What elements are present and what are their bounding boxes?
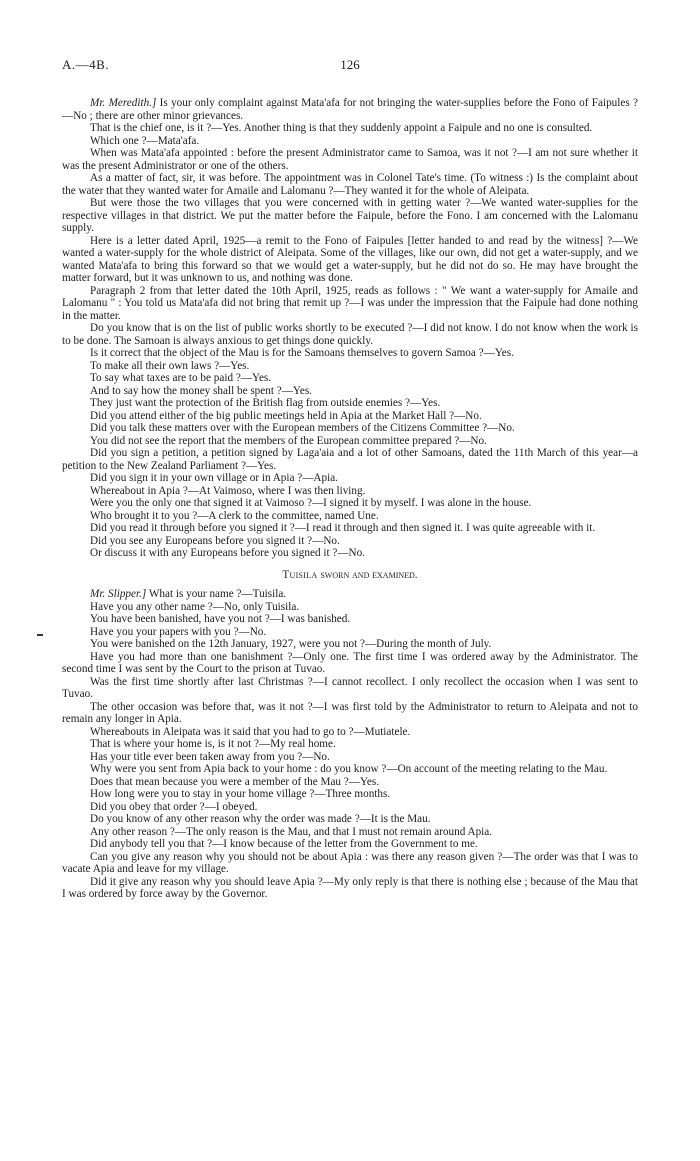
paragraph: Did you read it through before you signed it ?—I read it through and then signed it. I was quite agreeable with it. xyxy=(90,522,596,534)
paragraph: Or discuss it with any Europeans before you signed it ?—No. xyxy=(90,547,365,559)
section-heading xyxy=(62,569,638,582)
paragraph: That is where your home is, is it not ?—My real home. xyxy=(90,738,336,750)
paragraph: To say what taxes are to be paid ?—Yes. xyxy=(90,372,272,384)
margin-mark xyxy=(37,634,43,636)
paragraph: When was Mata'afa appointed : before the present Administrator came to Samoa, was it not ?—I am not sure whether it was the present Administrator or one of the others. xyxy=(62,147,638,172)
paragraph: Did you see any Europeans before you signed it ?—No. xyxy=(90,534,340,547)
paragraph: You were banished on the 12th January, 1927, were you not ?—During the month of July. xyxy=(90,638,492,650)
paragraph: Do you know of any other reason why the order was made ?—It is the Mau. xyxy=(90,813,431,825)
paragraph: To make all their own laws ?—Yes. xyxy=(90,359,250,372)
section-heading-text: sworn and examined. xyxy=(317,568,418,581)
paragraph: Whereabout in Apia ?—At Vaimoso, where I was then living. xyxy=(90,484,366,497)
paragraph: Is it correct that the object of the Mau is for the Samoans themselves to govern Samoa ?—Yes. xyxy=(90,347,514,359)
witness-name: Tuisila xyxy=(282,568,318,581)
paragraph: Paragraph 2 from that letter dated the 10th April, 1925, reads as follows : " We want a water-supply for Amaile and Lalomanu " : You told us Mata'afa did not bring that remit up ?—I was under the impression that the Faipule had done nothing in the matter. xyxy=(62,284,638,322)
document-reference: A.—4B. xyxy=(62,57,110,72)
paragraph: The other occasion was before that, was it not ?—I was first told by the Administrator to return to Aleipata and not to remain any longer in Apia. xyxy=(62,700,638,725)
paragraph: Why were you sent from Apia back to your home : do you know ?—On account of the meeting relating to the Mau. xyxy=(90,763,608,775)
paragraph xyxy=(62,97,638,122)
paragraph xyxy=(62,588,638,601)
paragraph: Which one ?—Mata'afa. xyxy=(90,134,200,147)
paragraph: Does that mean because you were a member of the Mau ?—Yes. xyxy=(90,775,380,788)
page-header xyxy=(62,57,638,73)
paragraph: But were those the two villages that you were concerned with in getting water ?—We wanted water-supplies for the respective villages in that district. We put the matter before the Faipule, before the Fono. I am concerned with the Lalomanu supply. xyxy=(62,197,638,234)
paragraph: Who brought it to you ?—A clerk to the committee, named Une. xyxy=(90,509,379,522)
paragraph: How long were you to stay in your home village ?—Three months. xyxy=(90,788,391,800)
paragraph: Whereabouts in Aleipata was it said that you had to go to ?—Mutiatele. xyxy=(90,725,411,738)
paragraph: Did anybody tell you that ?—I know because of the letter from the Government to me. xyxy=(90,838,478,850)
page-number: 126 xyxy=(340,57,360,72)
paragraph: Have you any other name ?—No, only Tuisila. xyxy=(90,600,300,613)
paragraph: Did you sign a petition, a petition signed by Laga'aia and a lot of other Samoans, dated the 11th March of this year—a petition to the New Zealand Parliament ?—Yes. xyxy=(62,447,638,472)
paragraph: And to say how the money shall be spent ?—Yes. xyxy=(90,384,312,397)
paragraph: Did you attend either of the big public meetings held in Apia at the Market Hall ?—No. xyxy=(90,409,482,422)
paragraph: Has your title ever been taken away from you ?—No. xyxy=(90,750,330,763)
paragraph: Did it give any reason why you should leave Apia ?—My only reply is that there is nothing else ; because of the Mau that I was ordered by force away by the Governor. xyxy=(62,875,638,900)
paragraph: Any other reason ?—The only reason is the Mau, and that I must not remain around Apia. xyxy=(90,825,493,838)
speaker-label: Mr. Meredith.] xyxy=(90,97,157,109)
paragraph: You have been banished, have you not ?—I was banished. xyxy=(90,613,351,625)
paragraph: Did you talk these matters over with the European members of the Citizens Committee ?—No. xyxy=(90,422,515,434)
document-body xyxy=(62,97,638,901)
paragraph: Have you your papers with you ?—No. xyxy=(90,625,267,638)
paragraph: That is the chief one, is it ?—Yes. Another thing is that they suddenly appoint a Faipule and no one is consulted. xyxy=(90,122,593,134)
paragraph: You did not see the report that the members of the European committee prepared ?—No. xyxy=(90,434,487,447)
paragraph: They just want the protection of the British flag from outside enemies ?—Yes. xyxy=(90,397,441,409)
paragraph: Do you know that is on the list of public works shortly to be executed ?—I did not know. I do not know when the work is to be done. The Samoan is always anxious to get things done quickly. xyxy=(62,322,638,347)
paragraph-text: What is your name ?—Tuisila. xyxy=(146,588,287,600)
paragraph: Was the first time shortly after last Christmas ?—I cannot recollect. I only recollect the occasion when I was sent to Tuvao. xyxy=(62,675,638,700)
paragraph-text: Is your only complaint against Mata'afa for not bringing the water-supplies before the Fono of Faipules ?—No ; there are other minor grievances. xyxy=(62,97,638,122)
paragraph: Have you had more than one banishment ?—Only one. The first time I was ordered away by the Administrator. The second time I was sent by the Court to the prison at Tuvao. xyxy=(62,650,638,675)
paragraph: Can you give any reason why you should not be about Apia : was there any reason given ?—The order was that I was to vacate Apia and leave for my village. xyxy=(62,850,638,875)
paragraph: Were you the only one that signed it at Vaimoso ?—I signed it by myself. I was alone in the house. xyxy=(90,497,532,509)
paragraph: Did you obey that order ?—I obeyed. xyxy=(90,800,258,813)
paragraph: Did you sign it in your own village or in Apia ?—Apia. xyxy=(90,472,338,484)
paragraph: As a matter of fact, sir, it was before. The appointment was in Colonel Tate's time. (To witness :) Is the complaint about the water that they wanted water for Amaile and Lalomanu ?—They wanted it for the whole of Aleipata. xyxy=(62,172,638,197)
paragraph: Here is a letter dated April, 1925—a remit to the Fono of Faipules [letter handed to and read by the witness] ?—We wanted a water-supply for the whole district of Aleipata. Some of the villages, like our own, did not get a water-supply, and we wanted Mata'afa to bring this forward so that we would get a water-supply, but he did not do so. He may have brought the matter forward, but it was unknown to us, and nothing was done. xyxy=(62,234,638,284)
speaker-label: Mr. Slipper.] xyxy=(90,588,147,600)
